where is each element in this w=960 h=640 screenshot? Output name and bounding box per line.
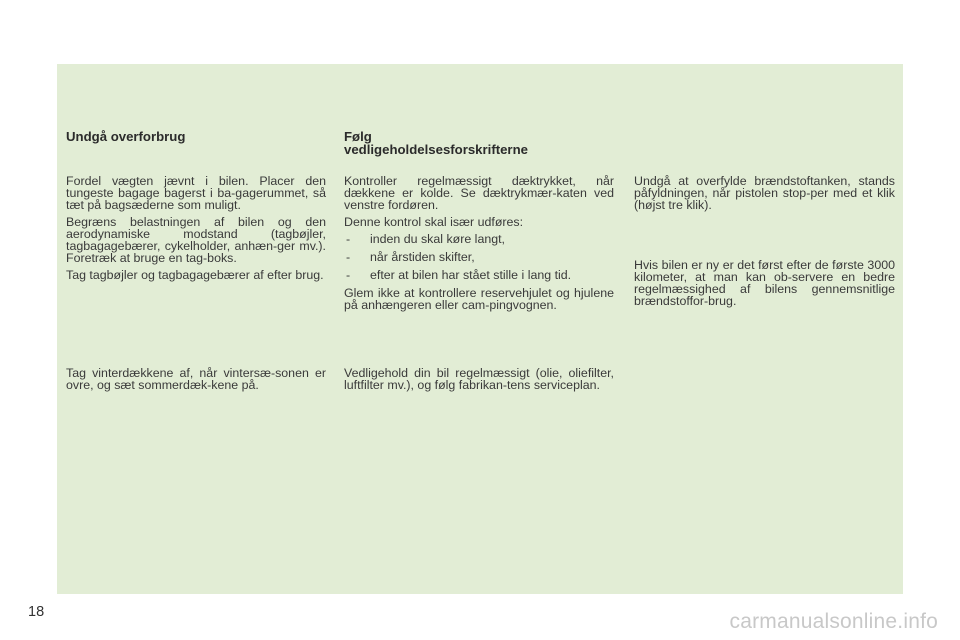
heading-follow-maintenance (344, 130, 528, 156)
heading-line-2: vedligeholdelsesforskrifterne (344, 142, 528, 157)
column-2-bottom (344, 367, 614, 396)
column-3-bottom (634, 259, 895, 312)
page-number: 18 (28, 604, 45, 620)
paragraph-winter-tyres: Tag vinterdækkene af, når vintersæ-sonen er ovre, og sæt sommerdæk-kene på. (66, 366, 326, 392)
heading-avoid-overconsumption: Undgå overforbrug (66, 129, 186, 144)
paragraph-spare-wheel: Glem ikke at kontrollere reservehjulet og hjulene på anhængeren eller cam-pingvognen. (344, 286, 614, 312)
paragraph-limit-load: Begræns belastningen af bilen og den aerodynamiske modstand (tagbøjler, tagbagagebærer, cykelholder, anhæn-ger mv.). Foretræk at bruge en tag-boks. (66, 215, 326, 265)
check-occasions-list (344, 233, 614, 281)
list-item: - når årstiden skifter, (344, 251, 614, 263)
column-3 (634, 175, 895, 216)
paragraph-fuel-tank: Undgå at overfylde brændstoftanken, stands påfyldningen, når pistolen stop-per med et klik (højst tre klik). (634, 174, 895, 212)
paragraph-remove-roof-bars: Tag tagbøjler og tagbagagebærer af efter brug. (66, 268, 324, 282)
watermark: carmanualsonline.info (729, 610, 938, 633)
heading-line-1: Følg (344, 129, 372, 144)
list-item: - inden du skal køre langt, (344, 233, 614, 245)
column-1-bottom (66, 367, 326, 396)
list-item: - efter at bilen har stået stille i lang tid. (344, 269, 614, 281)
column-2 (344, 175, 614, 316)
paragraph-service-plan: Vedligehold din bil regelmæssigt (olie, oliefilter, luftfilter mv.), og følg fabrikan-tens serviceplan. (344, 366, 614, 392)
column-1 (66, 175, 326, 286)
paragraph-check-when: Denne kontrol skal især udføres: (344, 215, 524, 229)
paragraph-new-car-consumption: Hvis bilen er ny er det først efter de første 3000 kilometer, at man kan ob-servere en bedre regelmæssighed af bilens gennemsnitlige brændstoffor-brug. (634, 258, 895, 308)
paragraph-weight-distribution: Fordel vægten jævnt i bilen. Placer den tungeste bagage bagerst i ba-gagerummet, så tæt på bagsæderne som muligt. (66, 174, 326, 212)
paragraph-check-tyre-pressure: Kontroller regelmæssigt dæktrykket, når dækkene er kolde. Se dæktrykmær-katen ved venstre fordøren. (344, 174, 614, 212)
